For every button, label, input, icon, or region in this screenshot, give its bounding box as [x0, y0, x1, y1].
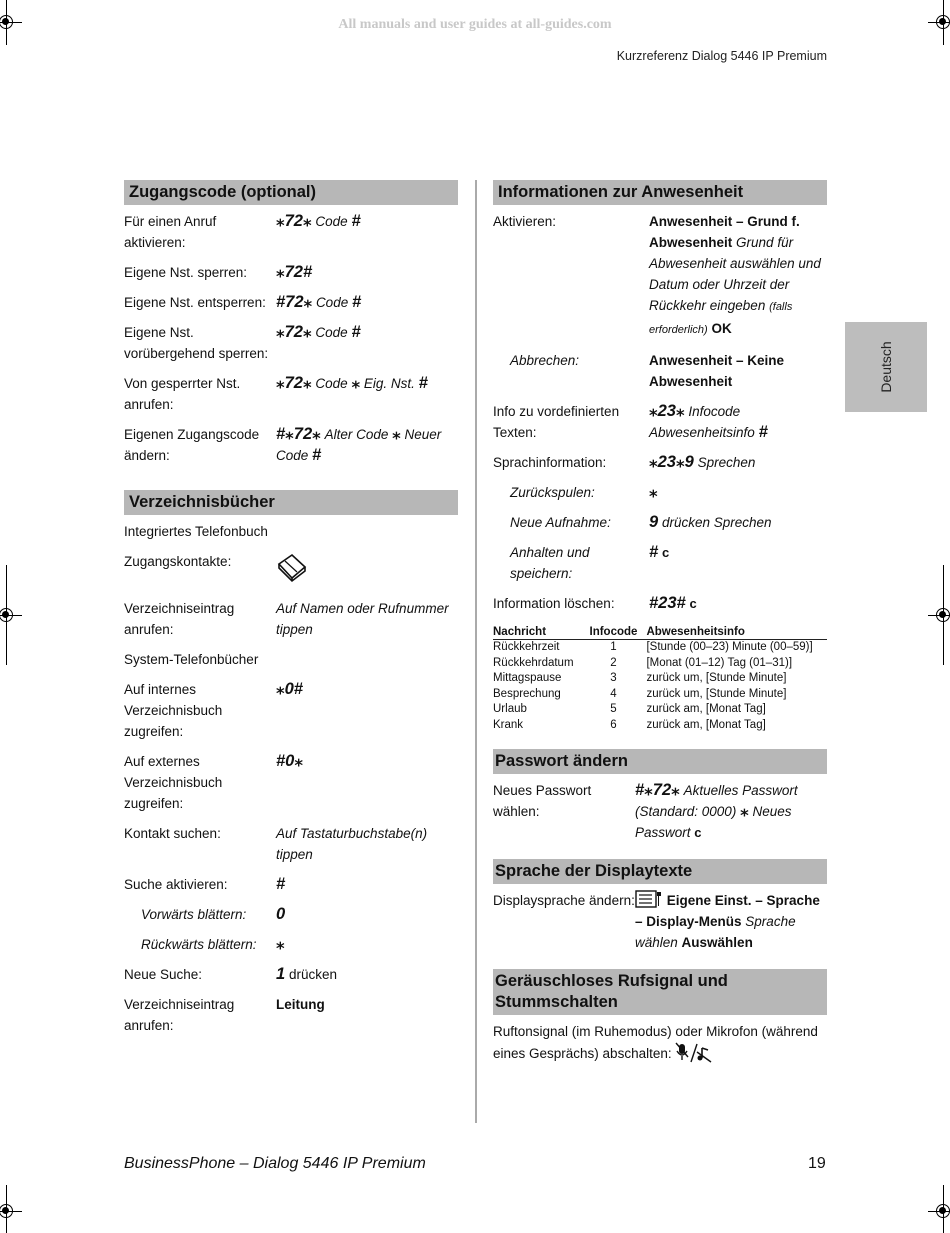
key-sequence: ⁎72⁎	[276, 323, 312, 341]
instruction-text: Sprache wählen	[635, 914, 796, 950]
row-label: Verzeichniseintrag anrufen:	[124, 601, 235, 637]
hash-key: #	[312, 446, 322, 464]
subheading-system: System-Telefonbücher	[124, 652, 259, 667]
cell-infocode: 6	[610, 718, 617, 731]
cell-info: zurück um, [Stunde Minute]	[646, 672, 787, 684]
auswaehlen-label: Auswählen	[681, 935, 753, 950]
row-passwort-waehlen	[493, 780, 827, 843]
row-label: Auf externes Verzeichnisbuch zugreifen:	[124, 754, 223, 811]
code-text: Code	[315, 295, 349, 310]
row-label: Eigene Nst. vorübergehend sperren:	[124, 325, 269, 361]
key-sequence: ⁎23⁎	[649, 402, 685, 420]
code-text: Code	[315, 214, 348, 229]
table-row	[493, 671, 827, 687]
row-gesperrter-nst	[124, 373, 458, 415]
crop-mark-mid-left	[0, 565, 30, 665]
row-displaysprache	[493, 890, 827, 953]
crop-mark-mid-right	[920, 565, 950, 665]
right-column	[493, 180, 827, 1064]
cell-info: zurück am, [Monat Tag]	[646, 703, 766, 715]
eig-nst-text: Eig. Nst.	[363, 376, 415, 391]
crop-mark-bottom-right	[920, 1185, 950, 1233]
row-eintrag-anrufen	[124, 598, 458, 640]
row-label: Neue Suche:	[124, 967, 203, 982]
instruction-text-2: Sprechen	[713, 515, 772, 530]
table-row	[493, 718, 827, 734]
side-tab-label: Deutsch	[878, 341, 894, 393]
key-sequence: ⁎23⁎9	[649, 453, 694, 471]
row-label: Displaysprache ändern:	[493, 893, 635, 908]
mute-microphone-icon	[675, 1042, 713, 1064]
key-sequence: 1	[276, 965, 286, 983]
hash-key: #	[418, 374, 428, 392]
row-abbrechen	[493, 350, 827, 392]
watermark: All manuals and user guides at all-guides.com	[338, 17, 612, 32]
row-label: Info zu vordefinierten Texten:	[493, 404, 620, 440]
cell-nachricht: Rückkehrzeit	[493, 641, 560, 653]
section-title-verzeichnis: Verzeichnisbücher	[124, 490, 458, 515]
row-label: Neues Passwort wählen:	[493, 783, 592, 819]
instruction-text: Grund für Abwesenheit auswählen und Datum oder Uhrzeit der Rückkehr eingeben	[649, 235, 821, 313]
table-header-row	[493, 626, 827, 640]
cell-infocode: 3	[610, 672, 617, 684]
row-label: Aktivieren:	[493, 214, 557, 229]
hash-key: #	[351, 293, 362, 311]
cell-nachricht: Besprechung	[493, 687, 561, 700]
row-kontakt-suchen	[124, 823, 458, 865]
absence-info-table	[493, 626, 827, 733]
hash-key: #	[758, 423, 768, 441]
instruction-text-2: Neues Passwort	[635, 804, 792, 840]
row-nst-entsperren	[124, 292, 458, 313]
key-sequence: ⁎72#	[276, 263, 313, 281]
row-zugangscode-aendern	[124, 424, 458, 466]
row-label: Für einen Anruf aktivieren:	[124, 214, 217, 250]
row-label: Eigene Nst. sperren:	[124, 265, 248, 280]
footer-title: BusinessPhone – Dialog 5446 IP Premium	[124, 1155, 426, 1172]
row-label: Anhalten und speichern:	[510, 545, 590, 581]
clear-key: c	[661, 545, 670, 560]
row-label: Abbrechen:	[510, 353, 580, 368]
key-sequence: #23#	[649, 594, 686, 612]
row-vorwaerts	[124, 904, 458, 925]
row-anruf-aktivieren	[124, 211, 458, 253]
row-label: Zugangskontakte:	[124, 554, 232, 569]
crop-mark-top-right	[920, 0, 950, 50]
clear-key: c	[694, 825, 702, 840]
row-eintrag-leitung	[124, 994, 458, 1036]
row-sprachinfo	[493, 452, 827, 473]
settings-menu-icon	[635, 890, 663, 908]
cell-nachricht: Urlaub	[493, 703, 527, 715]
key-sequence: ⁎0#	[276, 680, 303, 698]
ok-label: OK	[711, 321, 732, 336]
key-sequence: ⁎72⁎	[276, 374, 312, 392]
row-suche-aktivieren	[124, 874, 458, 895]
row-label: Rückwärts blättern:	[141, 937, 257, 952]
menu-path: Eigene Einst. – Sprache – Display-Menüs	[635, 893, 820, 929]
cell-infocode: 4	[610, 687, 617, 700]
header-infocode: Infocode	[580, 626, 646, 640]
key-sequence: ⁎	[649, 483, 658, 501]
mute-paragraph	[493, 1021, 827, 1064]
left-column	[124, 180, 458, 1045]
row-label: Neue Aufnahme:	[510, 515, 611, 530]
key-sequence: #⁎72⁎	[635, 781, 680, 799]
row-label: Von gesperrter Nst. anrufen:	[124, 376, 241, 412]
row-anhalten	[493, 542, 827, 584]
instruction-text: Aktuelles Passwort (Standard: 0000)	[635, 783, 798, 819]
subheading-integriert: Integriertes Telefonbuch	[124, 524, 268, 539]
key-sequence: 9	[649, 513, 659, 531]
table-row	[493, 702, 827, 718]
key-sequence: 0	[276, 905, 286, 923]
row-externes-verzeichnis	[124, 751, 458, 814]
row-value: Leitung	[276, 997, 325, 1012]
star-key: ⁎	[351, 374, 361, 392]
key-sequence: ⁎	[276, 935, 285, 953]
key-sequence: ⁎72⁎	[276, 212, 312, 230]
row-label: Eigenen Zugangscode ändern:	[124, 427, 260, 463]
row-label: Vorwärts blättern:	[141, 907, 247, 922]
row-neue-suche	[124, 964, 458, 985]
row-label: Zurückspulen:	[510, 485, 595, 500]
section-title-stummschalten: Geräuschloses Rufsignal und Stummschalten	[493, 969, 827, 1015]
crop-mark-top-left	[0, 0, 30, 50]
section-title-anwesenheit: Informationen zur Anwesenheit	[493, 180, 827, 205]
cell-infocode: 5	[610, 703, 617, 715]
druecken-text: drücken	[288, 967, 337, 982]
mute-text: Ruftonsignal (im Ruhemodus) oder Mikrofon (während eines Gesprächs) abschalten:	[493, 1024, 818, 1061]
row-label: Sprachinformation:	[493, 455, 607, 470]
table-row	[493, 687, 827, 703]
cell-infocode: 1	[610, 641, 617, 653]
key-sequence: #	[649, 543, 659, 561]
clear-key: c	[689, 596, 697, 611]
row-info-texte	[493, 401, 827, 443]
column-divider	[475, 180, 477, 1123]
key-sequence: #⁎72⁎	[276, 425, 321, 443]
row-nst-voruebergehend	[124, 322, 458, 364]
contacts-book-icon	[276, 551, 308, 583]
row-label: Eigene Nst. entsperren:	[124, 295, 266, 310]
table-row	[493, 656, 827, 672]
row-label: Verzeichniseintrag anrufen:	[124, 997, 235, 1033]
cell-info: [Stunde (00–23) Minute (00–59)]	[646, 641, 813, 653]
header-nachricht: Nachricht	[493, 626, 580, 640]
instruction-text: Sprechen	[697, 455, 756, 470]
row-label: Auf internes Verzeichnisbuch zugreifen:	[124, 682, 223, 739]
row-rueckwaerts	[124, 934, 458, 955]
row-zugangskontakte	[124, 551, 458, 589]
star-key: ⁎	[740, 802, 749, 820]
hash-key: #	[351, 323, 361, 341]
row-label: Information löschen:	[493, 596, 615, 611]
cell-nachricht: Rückkehrdatum	[493, 656, 574, 669]
table-row	[493, 640, 827, 656]
cell-info: zurück um, [Stunde Minute]	[646, 687, 787, 700]
crop-mark-bottom-left	[0, 1185, 30, 1233]
row-zurueckspulen	[493, 482, 827, 503]
code-text: Code	[315, 325, 348, 340]
menu-path: Anwesenheit – Keine Abwesenheit	[649, 353, 785, 389]
row-info-loeschen	[493, 593, 827, 614]
cell-nachricht: Krank	[493, 718, 524, 731]
running-header: Kurzreferenz Dialog 5446 IP Premium	[616, 49, 827, 63]
page-number: 19	[808, 1155, 826, 1172]
language-side-tab	[845, 322, 927, 412]
section-title-sprache: Sprache der Displaytexte	[493, 859, 827, 884]
row-neue-aufnahme	[493, 512, 827, 533]
hash-key: #	[351, 212, 361, 230]
row-nst-sperren	[124, 262, 458, 283]
row-value: Auf Tastaturbuchstabe(n) tippen	[276, 826, 428, 862]
section-title-passwort: Passwort ändern	[493, 749, 827, 774]
section-title-zugangscode: Zugangscode (optional)	[124, 180, 458, 205]
code-text: Code	[315, 376, 348, 391]
optional-note: (falls erforderlich)	[649, 301, 793, 336]
row-value: Auf Namen oder Rufnummer tippen	[276, 601, 449, 637]
row-label: Kontakt suchen:	[124, 826, 221, 841]
star-key: ⁎	[392, 425, 401, 443]
alter-code-text: Alter Code	[324, 427, 389, 442]
menu-path: Anwesenheit – Grund f. Abwesenheit	[649, 214, 800, 250]
instruction-text: drücken	[661, 515, 710, 530]
cell-info: zurück am, [Monat Tag]	[646, 718, 766, 731]
cell-nachricht: Mittagspause	[493, 672, 562, 684]
neuer-code-text: Neuer Code	[276, 427, 442, 463]
instruction-text: Infocode Abwesenheitsinfo	[649, 404, 755, 440]
header-abwesenheitsinfo: Abwesenheitsinfo	[646, 626, 827, 640]
key-sequence: #0⁎	[276, 752, 303, 770]
row-label: Suche aktivieren:	[124, 877, 228, 892]
key-sequence: #	[276, 875, 286, 893]
key-sequence: #72⁎	[276, 293, 313, 311]
row-internes-verzeichnis	[124, 679, 458, 742]
cell-infocode: 2	[610, 656, 617, 669]
row-aktivieren	[493, 211, 827, 341]
cell-info: [Monat (01–12) Tag (01–31)]	[646, 656, 793, 669]
